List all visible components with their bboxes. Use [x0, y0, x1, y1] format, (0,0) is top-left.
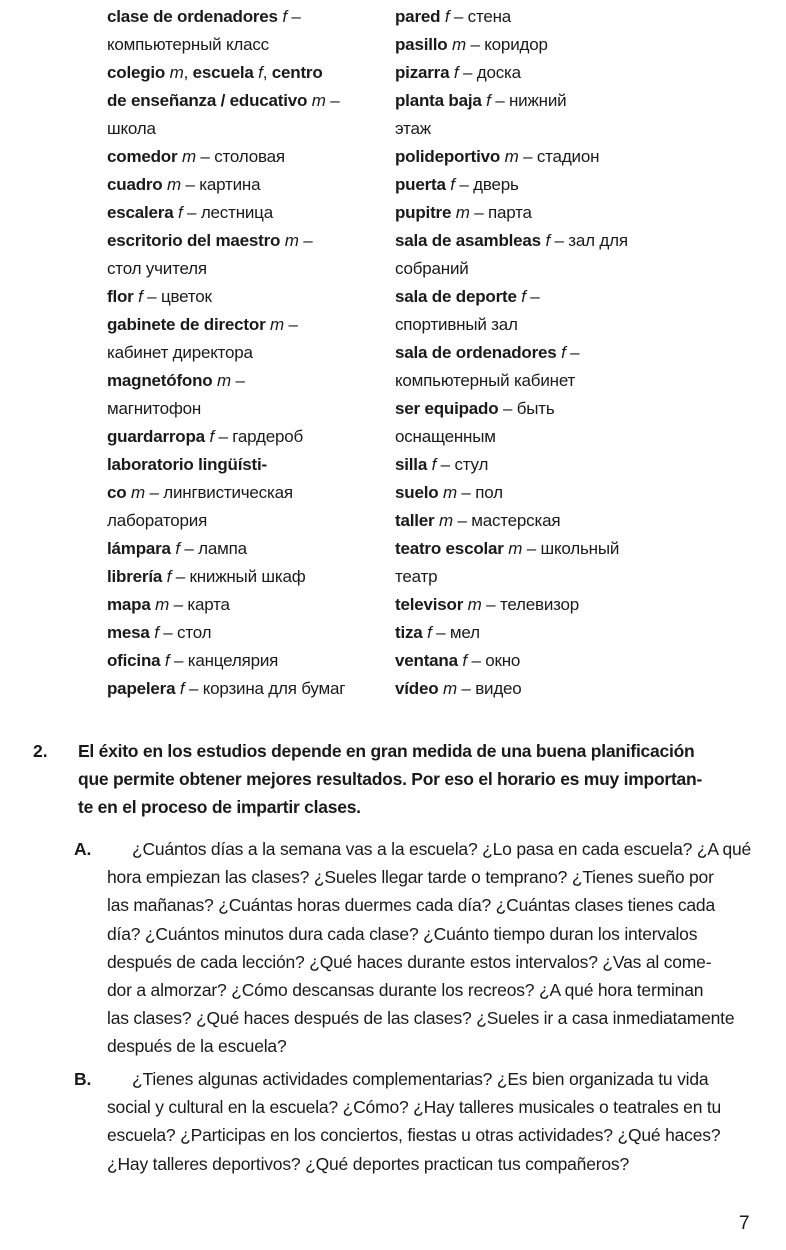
subsection-line: social y cultural en la escuela? ¿Cómo? ¿Hay talleres musicales o teatrales en tu [107, 1097, 722, 1118]
subsection-line: dor a almorzar? ¿Cómo descansas durante los recreos? ¿A qué hora terminan [107, 980, 704, 1001]
subsection-line: las mañanas? ¿Cuántas horas duermes cada día? ¿Cuántas clases tienes cada [107, 895, 715, 916]
translation-text: магнитофон [107, 399, 202, 418]
spanish-term: laboratorio lingüísti- [107, 455, 267, 474]
vocabulary-entry-line [395, 115, 670, 143]
vocabulary-entry-line [395, 591, 670, 619]
subsection-line: ¿Cuántos días a la semana vas a la escuela? ¿Lo pasa en cada escuela? ¿A qué [132, 839, 752, 859]
translation-text: – карта [169, 595, 230, 614]
gender-marker: f [209, 427, 214, 446]
translation-text: – цветок [142, 287, 212, 306]
vocabulary-entry-line [107, 395, 382, 423]
vocabulary-entry-line [395, 535, 670, 563]
spanish-term: escritorio del maestro [107, 231, 281, 250]
spanish-term: guardarropa [107, 427, 205, 446]
vocabulary-entry-line [395, 31, 670, 59]
spanish-term: ser equipado [395, 399, 499, 418]
gender-marker: m [442, 679, 457, 698]
translation-text: – зал для [550, 231, 628, 250]
translation-text: – лампа [179, 539, 247, 558]
subsection-line: hora empiezan las clases? ¿Sueles llegar tarde o temprano? ¿Tienes sueño por [107, 867, 714, 888]
vocabulary-entry-line [107, 479, 382, 507]
spanish-term: ventana [395, 651, 458, 670]
vocabulary-entry-line [395, 619, 670, 647]
spanish-term: pupitre [395, 203, 452, 222]
gender-marker: f [545, 231, 550, 250]
translation-text: спортивный зал [395, 315, 518, 334]
vocabulary-entry-line [107, 535, 382, 563]
subsection-line: ¿Hay talleres deportivos? ¿Qué deportes practican tus compañeros? [107, 1153, 629, 1174]
gender-marker: m [130, 483, 145, 502]
spanish-term: oficina [107, 651, 161, 670]
translation-text: лаборатория [107, 511, 208, 530]
vocabulary-entry-line [395, 647, 670, 675]
translation-text: – стол [158, 623, 212, 642]
gender-marker: f [561, 343, 566, 362]
translation-text: – дверь [454, 175, 519, 194]
subsection-line: ¿Tienes algunas actividades complementarias? ¿Es bien organizada tu vida [132, 1069, 709, 1089]
translation-text: – столовая [195, 147, 285, 166]
vocabulary-entry-line [395, 507, 670, 535]
gender-marker: m [181, 147, 196, 166]
spanish-term: planta baja [395, 91, 482, 110]
subsection-letter: A. [74, 839, 92, 859]
vocabulary-entry-line [107, 199, 382, 227]
translation-text: этаж [395, 119, 431, 138]
translation-text: – стадион [518, 147, 600, 166]
translation-text: – мел [431, 623, 480, 642]
page-number: 7 [739, 1213, 750, 1234]
spanish-term: comedor [107, 147, 178, 166]
spanish-term: magnetófono [107, 371, 213, 390]
translation-text: , [183, 63, 193, 82]
vocabulary-entry-line [107, 283, 382, 311]
task-heading-line: te en el proceso de impartir clases. [78, 797, 361, 817]
vocabulary-entry-line [107, 143, 382, 171]
spanish-term: centro [271, 63, 323, 82]
task-heading-line: que permite obtener mejores resultados. Por eso el horario es muy importan- [78, 769, 703, 789]
subsection-line: después de cada lección? ¿Qué haces durante estos intervalos? ¿Vas al come- [107, 951, 712, 972]
translation-text: – пол [456, 483, 503, 502]
spanish-term: mesa [107, 623, 150, 642]
spanish-term: clase de ordenadores [107, 7, 278, 26]
translation-text: – видео [456, 679, 522, 698]
gender-marker: f [486, 91, 491, 110]
spanish-term: flor [107, 287, 134, 306]
translation-text: – окно [466, 651, 521, 670]
translation-text: – телевизор [481, 595, 580, 614]
spanish-term: televisor [395, 595, 464, 614]
vocabulary-entry-line [395, 87, 670, 115]
gender-marker: f [282, 7, 287, 26]
gender-marker: f [154, 623, 159, 642]
translation-text: стол учителя [107, 259, 207, 278]
spanish-term: pared [395, 7, 441, 26]
subsection-b [74, 1065, 758, 1178]
translation-text: – парта [469, 203, 532, 222]
task-heading-line: El éxito en los estudios depende en gran medida de una buena planificación [78, 741, 695, 761]
vocabulary-entry-line [107, 87, 382, 115]
vocabulary-entry-line [395, 227, 670, 255]
gender-marker: m [167, 175, 181, 194]
gender-marker: m [216, 371, 231, 390]
gender-marker: f [444, 7, 450, 26]
gender-marker: m [508, 539, 523, 558]
translation-text: – книжный шкаф [171, 567, 306, 586]
spanish-term: puerta [395, 175, 446, 194]
vocabulary-entry-line [107, 675, 382, 703]
gender-marker: f [462, 651, 467, 670]
spanish-term: polideportivo [395, 147, 501, 166]
vocabulary-entry-line [107, 31, 382, 59]
spanish-term: tiza [395, 623, 423, 642]
spanish-term: gabinete de director [107, 315, 266, 334]
vocabulary-entry-line [107, 115, 382, 143]
spanish-term: colegio [107, 63, 166, 82]
gender-marker: m [155, 595, 170, 614]
translation-text: – [230, 371, 245, 390]
vocabulary-entry-line [107, 339, 382, 367]
gender-marker: m [455, 203, 470, 222]
translation-text: – доска [458, 63, 521, 82]
spanish-term: sala de ordenadores [395, 343, 557, 362]
spanish-term: escuela [192, 63, 254, 82]
gender-marker: m [270, 315, 284, 334]
translation-text: – школьный [522, 539, 620, 558]
gender-marker: f [431, 455, 437, 474]
spanish-term: silla [395, 455, 428, 474]
gender-marker: f [164, 651, 170, 670]
translation-text: – [286, 7, 301, 26]
vocabulary-entry-line [107, 3, 382, 31]
spanish-term: teatro escolar [395, 539, 504, 558]
spanish-term: escalera [107, 203, 174, 222]
spanish-term: co [107, 483, 127, 502]
gender-marker: f [521, 287, 526, 306]
vocabulary-entry-line [395, 395, 670, 423]
vocabulary-entry-line [107, 311, 382, 339]
translation-text: компьютерный класс [107, 35, 269, 54]
vocabulary-entry-line [395, 423, 670, 451]
vocabulary-entry-line [395, 255, 670, 283]
spanish-term: taller [395, 511, 435, 530]
vocabulary-entry-line [395, 59, 670, 87]
subsection-a [74, 835, 758, 1061]
spanish-term: papelera [107, 679, 176, 698]
vocabulary-entry-line [107, 255, 382, 283]
spanish-term: de enseñanza / educativo [107, 91, 308, 110]
spanish-term: pasillo [395, 35, 448, 54]
gender-marker: m [169, 63, 184, 82]
gender-marker: m [438, 511, 453, 530]
vocabulary-entry-line [395, 339, 670, 367]
gender-marker: m [442, 483, 457, 502]
translation-text: театр [395, 567, 438, 586]
translation-text: собраний [395, 259, 469, 278]
vocabulary-entry-line [395, 675, 670, 703]
gender-marker: f [138, 287, 143, 306]
spanish-term: librería [107, 567, 163, 586]
vocabulary-entry-line [395, 3, 670, 31]
translation-text: – стена [449, 7, 512, 26]
spanish-term: sala de asambleas [395, 231, 541, 250]
vocabulary-entry-line [107, 507, 382, 535]
gender-marker: f [166, 567, 172, 586]
translation-text: – [525, 287, 540, 306]
translation-text: – мастерская [452, 511, 561, 530]
translation-text: – гардероб [214, 427, 304, 446]
spanish-term: mapa [107, 595, 151, 614]
translation-text: – [325, 91, 340, 110]
gender-marker: f [258, 63, 263, 82]
translation-text: – коридор [465, 35, 548, 54]
translation-text: – [298, 231, 313, 250]
gender-marker: f [450, 175, 455, 194]
translation-text: школа [107, 119, 156, 138]
vocabulary-left-column [107, 3, 382, 703]
task-number: 2. [33, 741, 48, 761]
translation-text: – стул [436, 455, 489, 474]
vocabulary-entry-line [107, 171, 382, 199]
translation-text: – картина [180, 175, 261, 194]
vocabulary-entry-line [107, 451, 382, 479]
translation-text: – канцелярия [169, 651, 279, 670]
vocabulary-entry-line [107, 227, 382, 255]
spanish-term: cuadro [107, 175, 163, 194]
translation-text: кабинет директора [107, 343, 253, 362]
vocabulary-right-column [395, 3, 670, 703]
vocabulary-entry-line [395, 199, 670, 227]
translation-text: компьютерный кабинет [395, 371, 576, 390]
vocabulary-entry-line [395, 451, 670, 479]
vocabulary-entry-line [107, 367, 382, 395]
translation-text: – корзина для бумаг [184, 679, 346, 698]
translation-text: – лестница [182, 203, 273, 222]
task-heading [78, 737, 763, 821]
gender-marker: m [504, 147, 519, 166]
vocabulary-entry-line [395, 283, 670, 311]
spanish-term: lámpara [107, 539, 171, 558]
vocabulary-entry-line [395, 479, 670, 507]
subsection-letter: B. [74, 1069, 92, 1089]
vocabulary-entry-line [107, 591, 382, 619]
translation-text: – лингвистическая [144, 483, 293, 502]
gender-marker: m [311, 91, 326, 110]
subsection-line: las clases? ¿Qué haces después de las clases? ¿Sueles ir a casa inmediatamente [107, 1008, 735, 1029]
gender-marker: f [453, 63, 459, 82]
gender-marker: f [179, 679, 185, 698]
translation-text: – нижний [490, 91, 567, 110]
vocabulary-entry-line [395, 367, 670, 395]
spanish-term: sala de deporte [395, 287, 517, 306]
gender-marker: m [284, 231, 299, 250]
vocabulary-entry-line [395, 143, 670, 171]
spanish-term: vídeo [395, 679, 439, 698]
translation-text: оснащенным [395, 427, 496, 446]
gender-marker: m [451, 35, 466, 54]
subsection-line: después de la escuela? [107, 1036, 287, 1057]
subsection-line: escuela? ¿Participas en los conciertos, fiestas u otras actividades? ¿Qué haces? [107, 1125, 721, 1146]
spanish-term: pizarra [395, 63, 450, 82]
gender-marker: m [467, 595, 482, 614]
vocabulary-entry-line [395, 563, 670, 591]
vocabulary-entry-line [395, 171, 670, 199]
translation-text: – [565, 343, 580, 362]
gender-marker: f [427, 623, 432, 642]
spanish-term: suelo [395, 483, 439, 502]
vocabulary-entry-line [107, 647, 382, 675]
gender-marker: f [175, 539, 180, 558]
gender-marker: f [178, 203, 183, 222]
vocabulary-entry-line [395, 311, 670, 339]
translation-text: , [262, 63, 272, 82]
vocabulary-entry-line [107, 563, 382, 591]
vocabulary-entry-line [107, 59, 382, 87]
translation-text: – [283, 315, 298, 334]
vocabulary-entry-line [107, 423, 382, 451]
translation-text: – быть [498, 399, 555, 418]
subsection-line: día? ¿Cuántos minutos dura cada clase? ¿Cuánto tiempo duran los intervalos [107, 923, 698, 944]
vocabulary-entry-line [107, 619, 382, 647]
